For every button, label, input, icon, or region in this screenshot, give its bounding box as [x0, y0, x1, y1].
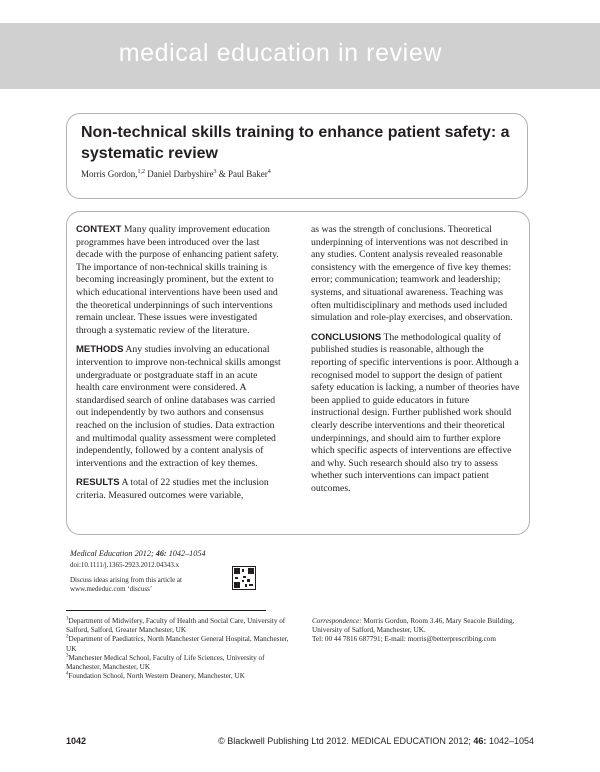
author-affiliation-mark: 4: [267, 169, 271, 175]
author-list: [81, 169, 271, 179]
section-title: medical education in review: [118, 39, 442, 67]
correspondence-contact: Tel: 00 44 7816 687791; E-mail: morris@betterprescribing.com: [312, 635, 496, 644]
abstract-context: [76, 224, 281, 337]
footnote-divider: [66, 610, 266, 611]
context-text: Many quality improvement education programmes have been introduced over the last decade with the purpose of enhancing patient safety. The importance of non-technical skills training is becoming increasingly prominent, but the extent to which educational interventions have been used and the theoretical underpinnings of such interventions remain unclear. These issues were investigated through a systematic review of the literature.: [76, 224, 279, 336]
abstract-column-right: [311, 224, 520, 502]
author-name: Morris Gordon,: [81, 169, 138, 179]
doi[interactable]: doi:10.1111/j.1365-2923.2012.04343.x: [70, 561, 180, 569]
author-name: & Paul Baker: [218, 169, 268, 179]
journal-name: Medical Education: [70, 549, 133, 558]
correspondence-label: Correspondence:: [312, 617, 362, 625]
conclusions-heading: CONCLUSIONS: [311, 331, 382, 343]
context-heading: CONTEXT: [76, 224, 122, 235]
author-affiliation-mark: 3: [213, 169, 217, 175]
methods-heading: METHODS: [76, 344, 124, 356]
results-text-start: A total of 22 studies met the inclusion criteria. Measured outcomes were variable,: [76, 477, 269, 501]
results-text-continued: as was the strength of conclusions. Theoretical underpinning of interventions was not described in any studies. Content analysis revealed reasonable consistency with the emergence of five key themes: error; communication; teamwork and leadership; systems, and situational awareness. Teaching was often multidisciplinary and methods used included simulation and role-play exercises, and observation.: [311, 224, 513, 324]
title-box: [66, 113, 528, 199]
discuss-note: [70, 576, 240, 594]
abstract-results: [76, 477, 281, 502]
affiliation-item: $^2$Department of Paediatrics, North Manchester General Hospital, Manchester, UK: [66, 635, 289, 653]
abstract-conclusions: [311, 332, 520, 496]
journal-reference: [70, 549, 206, 558]
methods-text: Any studies involving an educational intervention to improve non-technical skills amongst undergraduate or postgraduate staff in an acute health care environment were considered. A standardised search of online databases was carried out independently by two authors and consensus reached on the inclusion of studies. Data extraction and multimodal quality assessment were completed independently, followed by a content analysis of interventions and the extraction of key themes.: [76, 344, 281, 469]
affiliations: [66, 617, 291, 681]
copyright-footer: © Blackwell Publishing Ltd 2012. MEDICAL EDUCATION 2012; 46: 1042–1054: [218, 736, 534, 746]
journal-year: 2012;: [134, 549, 154, 558]
abstract-methods: [76, 344, 281, 470]
journal-volume: 46:: [155, 549, 167, 558]
affiliation-item: $^3$Manchester Medical School, Faculty of Life Sciences, University of Manchester, Manchester, UK: [66, 653, 265, 672]
author-affiliation-mark: 1,2: [137, 169, 145, 175]
affiliation-item: $^1$Department of Midwifery, Faculty of Health and Social Care, University of Salford, Salford, Greater Manchester, UK: [66, 616, 286, 635]
conclusions-text: The methodological quality of published studies is reasonable, although the reporting of specific interventions is poor. Although a recognised model to support the design of patient safety education is lacking, a number of theories have been applied to guide educators in future instructional design. Further published work should clearly describe interventions and their theoretical underpinnings, and should aim to further explore which specific aspects of interventions are effective and why. Such research should also try to assess whether such interventions can impact patient outcomes.: [311, 331, 520, 494]
affiliation-item: $^4$Foundation School, North Western Deanery, Manchester, UK: [66, 671, 245, 681]
journal-pages: 1042–1054: [168, 549, 206, 558]
qr-code-icon[interactable]: [232, 566, 256, 590]
discuss-line: Discuss ideas arising from this article at: [70, 576, 182, 584]
results-heading: RESULTS: [76, 477, 120, 489]
author-name: Daniel Darbyshire: [147, 169, 214, 179]
abstract-column-left: [76, 224, 281, 509]
correspondence-address: Morris Gordon, Room 3.46, Mary Seacole Building, University of Salford, Manchester, UK.: [312, 617, 515, 635]
abstract-box: [66, 211, 530, 535]
article-title: Non-technical skills training to enhance patient safety: a systematic review: [81, 124, 510, 162]
page-number: 1042: [66, 736, 87, 746]
section-banner: [0, 23, 600, 89]
discuss-link[interactable]: www.mededuc.com ‘discuss’: [70, 585, 153, 593]
correspondence: [312, 617, 542, 645]
